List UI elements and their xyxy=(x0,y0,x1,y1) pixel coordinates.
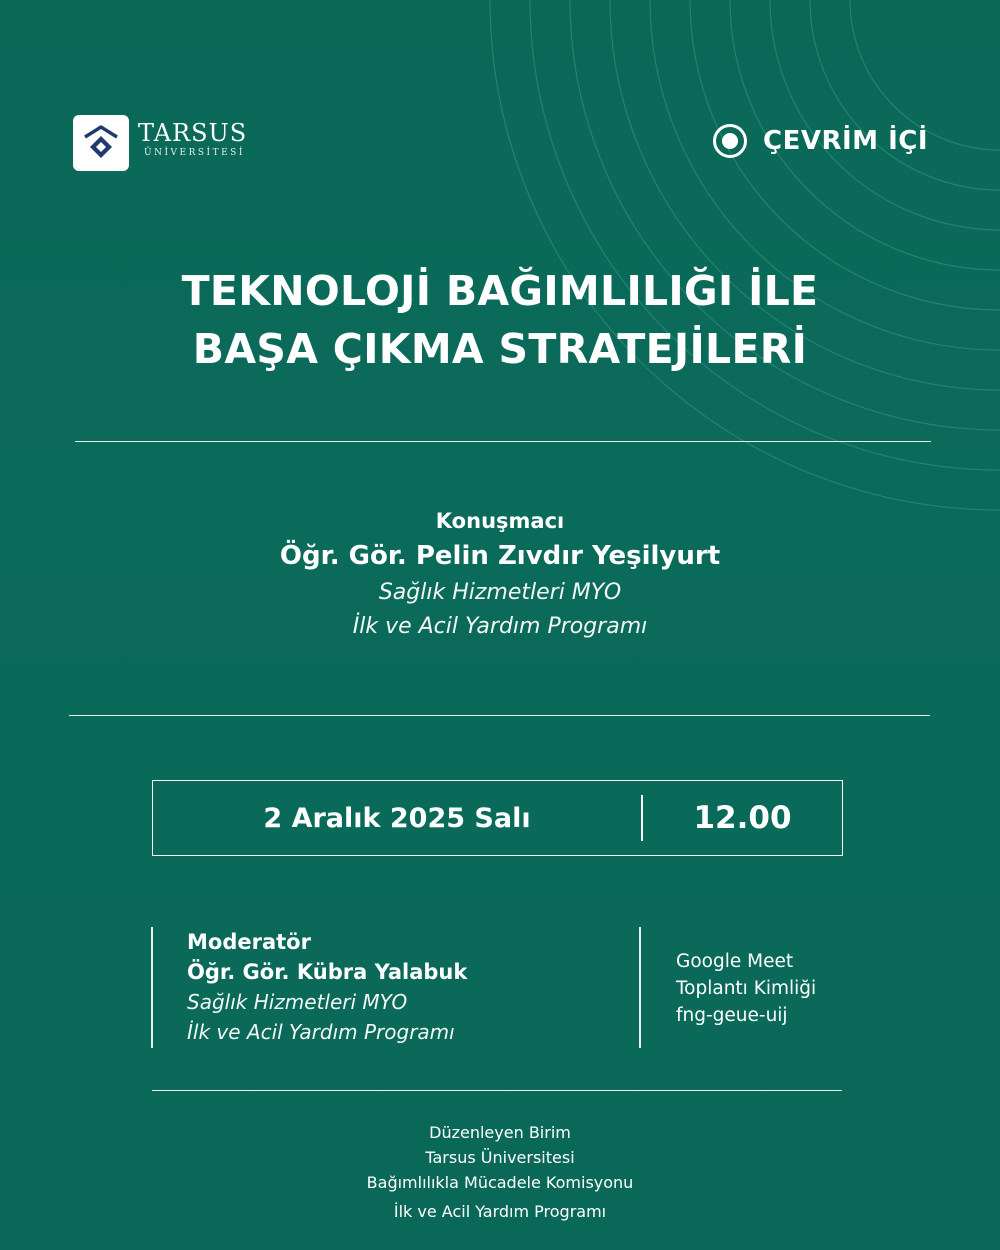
moderator-role: Moderatör xyxy=(187,930,311,954)
organizer-block xyxy=(0,1120,1000,1224)
title-line-2: BAŞA ÇIKMA STRATEJİLERİ xyxy=(192,325,808,373)
logo-wordmark xyxy=(138,120,247,158)
speaker-program: İlk ve Acil Yardım Programı xyxy=(352,614,648,639)
meet-id-label: Toplantı Kimliği xyxy=(676,978,817,999)
online-label: ÇEVRİM İÇİ xyxy=(762,126,928,156)
date-time-box xyxy=(152,780,843,856)
moderator-program: İlk ve Acil Yardım Programı xyxy=(187,1020,455,1044)
logo-subtitle: ÜNİVERSİTESİ xyxy=(144,148,245,158)
meet-platform: Google Meet xyxy=(676,951,794,972)
logo-mark xyxy=(73,115,129,171)
moderator-unit: Sağlık Hizmetleri MYO xyxy=(187,990,408,1014)
organizer-line-3: İlk ve Acil Yardım Programı xyxy=(393,1202,607,1221)
divider-top xyxy=(75,441,931,442)
event-date: 2 Aralık 2025 Salı xyxy=(263,802,531,834)
divider-bottom xyxy=(152,1090,842,1091)
event-time: 12.00 xyxy=(693,800,792,836)
radio-dot-icon xyxy=(713,124,747,158)
speaker-block xyxy=(0,506,1000,644)
meet-left-rule xyxy=(639,927,641,1048)
online-badge xyxy=(713,124,928,158)
speaker-unit: Sağlık Hizmetleri MYO xyxy=(378,580,622,605)
event-title xyxy=(0,262,1000,378)
moderator-block xyxy=(187,927,467,1047)
organizer-label: Düzenleyen Birim xyxy=(429,1123,571,1142)
organizer-line-1: Tarsus Üniversitesi xyxy=(425,1148,575,1167)
speaker-name: Öğr. Gör. Pelin Zıvdır Yeşilyurt xyxy=(279,541,721,571)
divider-middle xyxy=(69,715,930,716)
meeting-info xyxy=(676,948,816,1029)
meet-id: fng-geue-uij xyxy=(676,1005,788,1026)
tarsus-logo-icon xyxy=(81,123,121,163)
speaker-role: Konuşmacı xyxy=(435,509,565,533)
title-line-1: TEKNOLOJİ BAĞIMLILIĞI İLE xyxy=(181,267,819,315)
organizer-line-2: Bağımlılıkla Mücadele Komisyonu xyxy=(366,1173,634,1192)
logo-name: TARSUS xyxy=(138,119,248,147)
moderator-left-rule xyxy=(151,927,153,1048)
moderator-name: Öğr. Gör. Kübra Yalabuk xyxy=(187,960,468,984)
